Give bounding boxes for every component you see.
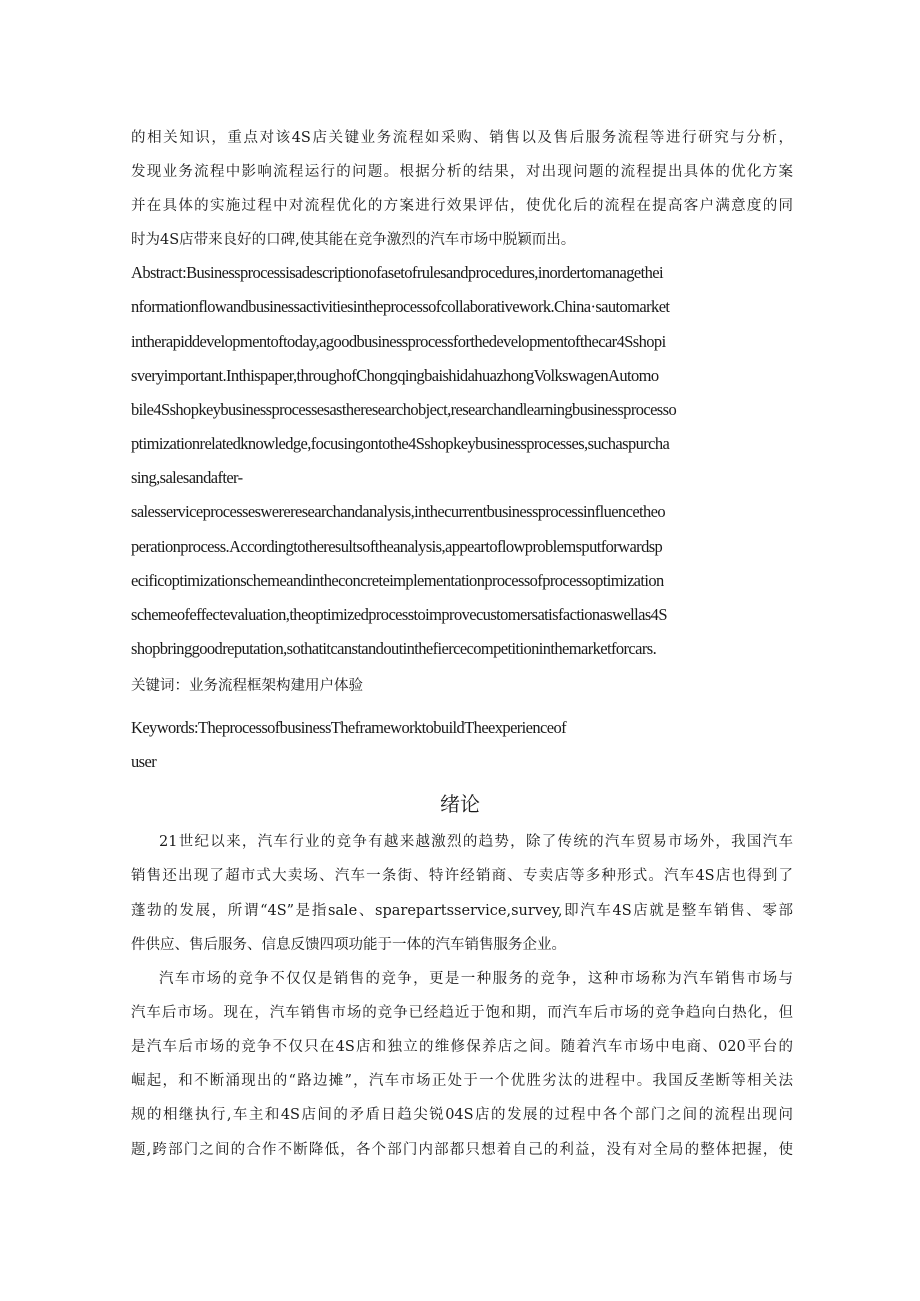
abstract-en-line: bile4Sshopkeybusinessprocessesastheresearchobject,researchandlearningbusinessprocesso [131,400,677,419]
abstract-en-line: shopbringgoodreputation,sothatitcanstandoutinthefiercecompetitioninthemarketforcars. [131,639,657,658]
abstract-en-line: ecificoptimizationschemeandintheconcreteimplementationprocessofprocessoptimization [131,571,664,590]
abstract-en-line: sing,salesandafter- [131,468,243,487]
abstract-en-line: nformationflowandbusinessactivitiesintheprocessofcollaborativework.China·sautomarket [131,297,670,316]
abstract-en-line: Abstract:Businessprocessisadescriptionofasetofrulesandprocedures,inordertomanagethei [131,263,663,282]
section-title: 绪论 [440,792,480,816]
para1-line: 销售还出现了超市式大卖场、汽车一条街、特许经销商、专卖店等多种形式。汽车4S店也得到了 [131,868,793,884]
abstract-en-line: sveryimportant.Inthispaper,throughofChongqingbaishidahuazhongVolkswagenAutomo [131,366,659,385]
para2-line: 崛起，和不断涌现出的“路边摊”，汽车市场正处于一个优胜劣汰的进程中。我国反垄断等相关法 [131,1073,793,1089]
para2-line: 题,跨部门之间的合作不断降低，各个部门内部都只想着自己的利益，没有对全局的整体把握，使 [131,1142,793,1158]
abstract-cn-line: 并在具体的实施过程中对流程优化的方案进行效果评估，使优化后的流程在提高客户满意度的同 [131,198,793,214]
para2-line: 规的相继执行,车主和4S店间的矛盾日趋尖锐04S店的发展的过程中各个部门之间的流程出现问 [131,1107,793,1123]
abstract-en-line: ptimizationrelatedknowledge,focusingontothe4Sshopkeybusinessprocesses,suchaspurcha [131,434,670,453]
keywords-cn: 关键词：业务流程框架构建用户体验 [131,678,363,694]
abstract-cn-line: 发现业务流程中影响流程运行的问题。根据分析的结果，对出现问题的流程提出具体的优化方案 [131,164,793,180]
abstract-cn-line: 的相关知识，重点对该4S店关键业务流程如采购、销售以及售后服务流程等进行研究与分析， [131,130,793,146]
para2-line: 汽车后市场。现在，汽车销售市场的竞争已经趋近于饱和期，而汽车后市场的竞争趋向白热化，但 [131,1005,793,1021]
keywords-en-line: user [131,752,157,771]
para2-line: 是汽车后市场的竞争不仅只在4S店和独立的维修保养店之间。随着汽车市场中电商、020平台的 [131,1039,793,1055]
para2-line: 汽车市场的竞争不仅仅是销售的竞争，更是一种服务的竞争，这种市场称为汽车销售市场与 [159,971,793,987]
para1-line: 蓬勃的发展，所谓“4S”是指sale、sparepartsservice,survey,即汽车4S店就是整车销售、零部 [131,903,793,919]
abstract-en-line: perationprocess.Accordingtotheresultsoftheanalysis,appeartoflowproblemsputforwardsp [131,537,663,556]
abstract-cn-line: 时为4S店带来良好的口碑,使其能在竞争激烈的汽车市场中脱颖而出。 [131,232,576,248]
para1-line: 件供应、售后服务、信息反馈四项功能于一体的汽车销售服务企业。 [131,937,566,953]
abstract-en-line: schemeofeffectevaluation,theoptimizedprocesstoimprovecustomersatisfactionaswellas4S [131,605,667,624]
abstract-en-line: salesserviceprocesseswereresearchandanalysis,inthecurrentbusinessprocessinfluencetheo [131,502,666,521]
para1-line: 21世纪以来，汽车行业的竞争有越来越激烈的趋势，除了传统的汽车贸易市场外，我国汽车 [159,834,793,850]
abstract-en-line: intherapiddevelopmentoftoday,agoodbusinessprocessforthedevelopmentofthecar4Sshopi [131,332,666,351]
keywords-en-line: Keywords:TheprocessofbusinessTheframeworktobuildTheexperienceof [131,718,567,737]
